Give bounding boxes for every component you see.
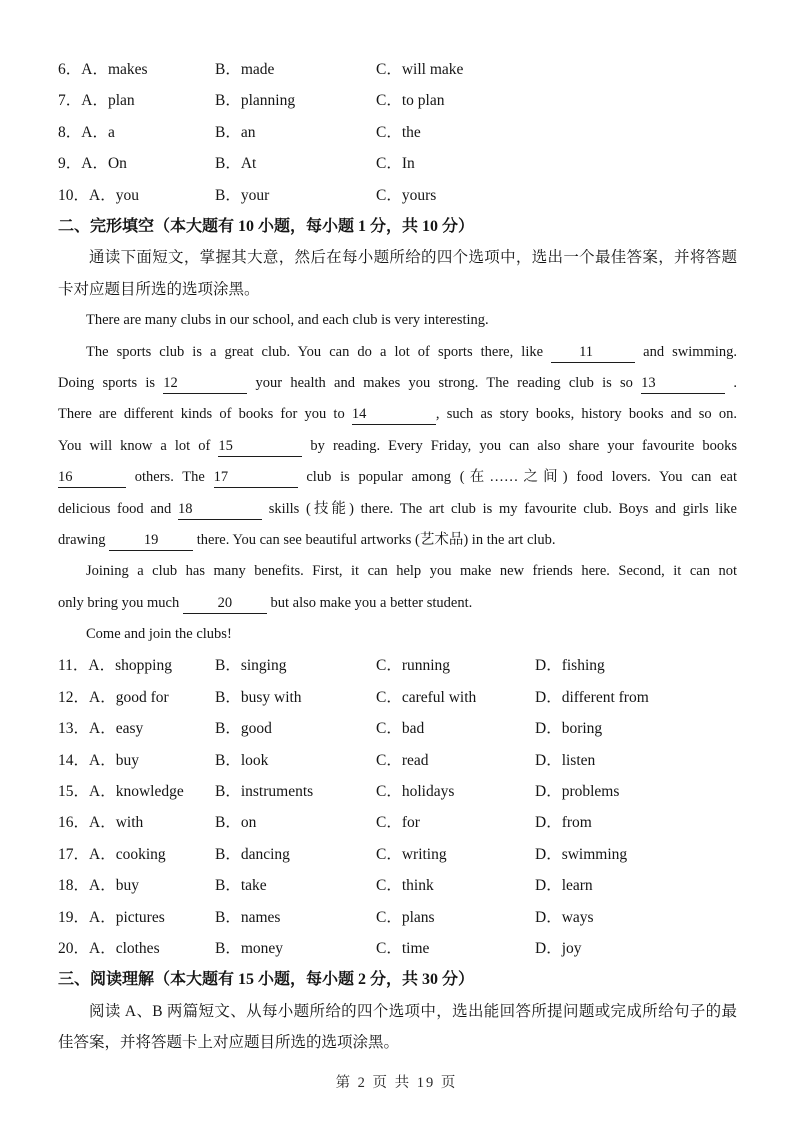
option-cell: B．planning xyxy=(215,92,296,110)
cloze-blank-19: 19 xyxy=(109,531,193,551)
option-cell: C．holidays xyxy=(376,783,455,801)
option-cell: B．take xyxy=(215,877,267,895)
option-cell: D．fishing xyxy=(535,657,605,675)
passage-text: but also make you a better student. xyxy=(266,594,473,611)
option-cell: 12．A．good for xyxy=(58,688,169,706)
option-cell: D．ways xyxy=(535,908,594,926)
exam-page xyxy=(58,54,737,1059)
question-row xyxy=(58,902,737,933)
option-cell: B．dancing xyxy=(215,845,290,863)
section3-instructions: 阅读 A、B 两篇短文、从每小题所给的四个选项中，选出能回答所提问题或完成所给句子的最佳答案，并将答题卡上对应题目所选的选项涂黑。 xyxy=(58,1002,737,1052)
option-cell: B．names xyxy=(215,908,281,926)
questions-11-20 xyxy=(58,650,737,964)
section2-heading: 二、完形填空（本大题有 10 小题，每小题 1 分，共 10 分） xyxy=(58,217,475,235)
question-row xyxy=(58,682,737,713)
option-cell: B．look xyxy=(215,751,269,769)
option-cell: 7．A．plan xyxy=(58,92,135,110)
passage-line xyxy=(58,588,737,619)
option-cell: C．plans xyxy=(376,908,435,926)
option-cell: D．from xyxy=(535,814,592,832)
option-cell: 11．A．shopping xyxy=(58,657,172,675)
option-cell: D．listen xyxy=(535,751,596,769)
option-cell: 6．A．makes xyxy=(58,61,148,78)
option-cell: B．your xyxy=(215,186,270,204)
cloze-blank-18: 18 xyxy=(178,500,262,520)
passage-text: Doing sports is xyxy=(58,374,164,391)
option-cell: D．joy xyxy=(535,939,582,957)
page-footer: 第 2 页 共 19 页 xyxy=(335,1075,458,1091)
passage-text: skills (技能) there. The art club is my favourite club. Boys and girls like xyxy=(262,500,737,517)
passage-text: there. You can see beautiful artworks (艺术品) in the art club. xyxy=(193,531,556,548)
cloze-blank-14: 14 xyxy=(352,405,436,425)
question-row xyxy=(58,839,737,870)
section2-instructions: 通读下面短文，掌握其大意，然后在每小题所给的四个选项中，选出一个最佳答案，并将答题卡对应题目所选的选项涂黑。 xyxy=(58,249,737,298)
option-cell: B．busy with xyxy=(215,688,302,706)
cloze-blank-11: 11 xyxy=(551,343,635,363)
option-cell: B．money xyxy=(215,939,284,957)
question-row xyxy=(58,713,737,744)
option-cell: 8．A．a xyxy=(58,123,115,141)
option-cell: 13．A．easy xyxy=(58,720,144,738)
passage-line xyxy=(58,305,737,336)
question-row xyxy=(58,650,737,681)
question-row xyxy=(58,180,737,211)
option-cell: C．for xyxy=(376,814,420,832)
passage-text: delicious food and xyxy=(58,500,178,517)
passage-text: The sports club is a great club. You can do a lot of sports there, like xyxy=(86,343,552,360)
passage-text: only bring you much xyxy=(58,594,183,611)
option-cell: B．an xyxy=(215,123,256,141)
option-cell: 20．A．clothes xyxy=(58,939,160,957)
question-row xyxy=(58,148,737,179)
passage-text: Come and join the clubs! xyxy=(86,626,232,643)
passage-line xyxy=(58,494,737,525)
cloze-blank-20: 20 xyxy=(183,594,267,614)
option-cell: B．on xyxy=(215,814,257,832)
option-cell: B．At xyxy=(215,155,257,173)
passage-text: There are many clubs in our school, and each club is very interesting. xyxy=(86,312,489,329)
passage-text: club is popular among (在……之间) food lovers. You can eat xyxy=(297,469,737,486)
option-cell: 15．A．knowledge xyxy=(58,783,184,801)
option-cell: C．careful with xyxy=(376,688,477,706)
passage-text: . xyxy=(725,374,737,391)
option-cell: 10．A．you xyxy=(58,186,139,204)
passage-line xyxy=(58,431,737,462)
option-cell: C．bad xyxy=(376,720,425,738)
passage-line xyxy=(58,399,737,430)
option-cell: C．to plan xyxy=(376,92,445,110)
option-cell: C．the xyxy=(376,123,421,141)
cloze-passage xyxy=(58,305,737,650)
questions-6-10 xyxy=(58,54,737,211)
option-cell: C．writing xyxy=(376,845,447,863)
passage-text: by reading. Every Friday, you can also share your favourite books xyxy=(302,437,737,454)
question-row xyxy=(58,85,737,116)
option-cell: C．time xyxy=(376,939,430,957)
passage-line xyxy=(58,525,737,556)
option-cell: B．made xyxy=(215,61,275,78)
question-row xyxy=(58,933,737,964)
option-cell: C．running xyxy=(376,657,451,675)
question-row xyxy=(58,54,737,85)
option-cell: C．will make xyxy=(376,61,464,78)
option-cell: D．swimming xyxy=(535,845,628,863)
passage-text: others. The xyxy=(126,469,214,486)
passage-line xyxy=(58,619,737,650)
cloze-blank-13: 13 xyxy=(641,374,725,394)
passage-text: Joining a club has many benefits. First, it can help you make new friends here. Second, it can not xyxy=(86,563,737,580)
option-cell: C．yours xyxy=(376,186,437,204)
cloze-blank-15: 15 xyxy=(218,437,302,457)
option-cell: 9．A．On xyxy=(58,155,127,173)
passage-text: You will know a lot of xyxy=(58,437,219,454)
option-cell: B．good xyxy=(215,720,272,738)
option-cell: 17．A．cooking xyxy=(58,845,166,863)
passage-line xyxy=(58,556,737,587)
question-row xyxy=(58,870,737,901)
passage-line xyxy=(58,337,737,368)
passage-text: drawing xyxy=(58,531,110,548)
question-row xyxy=(58,117,737,148)
option-cell: 16．A．with xyxy=(58,814,144,832)
passage-text: , such as story books, history books and so on. xyxy=(435,406,737,423)
option-cell: C．read xyxy=(376,751,429,769)
option-cell: D．boring xyxy=(535,720,603,738)
passage-text: your health and makes you strong. The reading club is so xyxy=(247,374,642,391)
question-row xyxy=(58,807,737,838)
option-cell: C．In xyxy=(376,155,415,173)
passage-text: and swimming. xyxy=(635,343,737,360)
option-cell: D．different from xyxy=(535,688,649,706)
passage-line xyxy=(58,462,737,493)
question-row xyxy=(58,776,737,807)
option-cell: B．instruments xyxy=(215,783,314,801)
option-cell: D．problems xyxy=(535,783,620,801)
passage-line xyxy=(58,368,737,399)
option-cell: D．learn xyxy=(535,877,593,895)
option-cell: C．think xyxy=(376,877,434,895)
cloze-blank-12: 12 xyxy=(163,374,247,394)
option-cell: 14．A．buy xyxy=(58,751,139,769)
section3-heading: 三、阅读理解（本大题有 15 小题，每小题 2 分，共 30 分） xyxy=(58,971,475,989)
option-cell: B．singing xyxy=(215,657,287,675)
cloze-blank-16: 16 xyxy=(58,468,126,488)
cloze-blank-17: 17 xyxy=(214,468,298,488)
question-row xyxy=(58,745,737,776)
option-cell: 18．A．buy xyxy=(58,877,139,895)
passage-text: There are different kinds of books for you to xyxy=(58,406,352,423)
option-cell: 19．A．pictures xyxy=(58,908,165,926)
